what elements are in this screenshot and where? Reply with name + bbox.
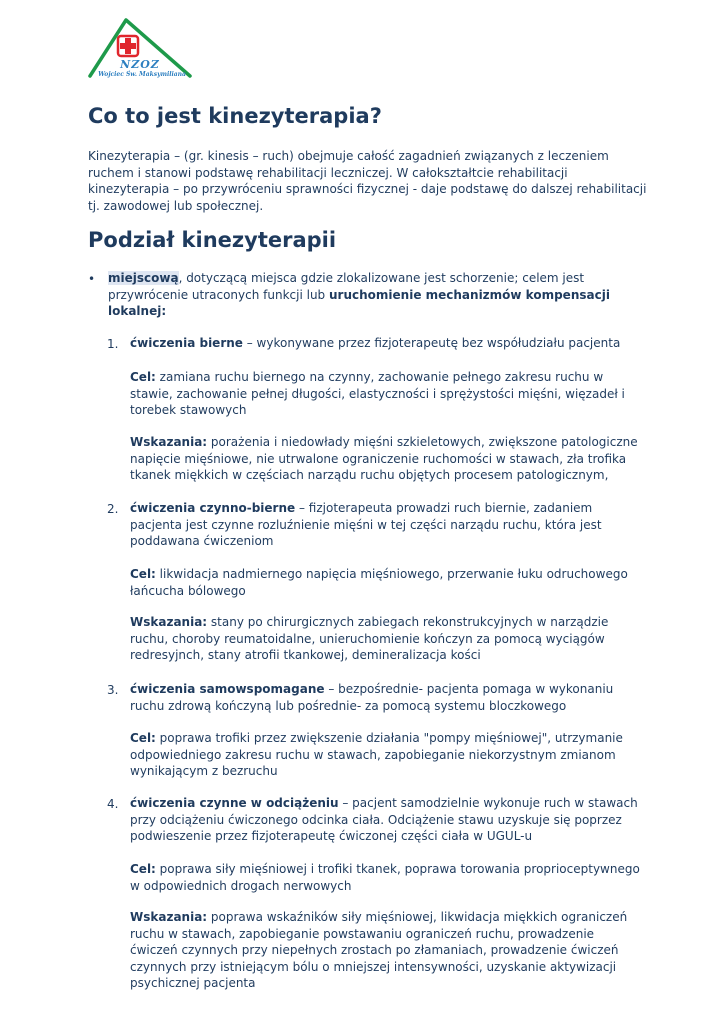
logo-name: NZOZ xyxy=(120,58,160,71)
intro-paragraph: Kinezyterapia – (gr. kinesis – ruch) obejmuje całość zagadnień związanych z leczeniem ruchem i stanowi podstawę rehabilitacji leczniczej. W całokształtcie rehabilitacji kinezyterapia – po przywróceniu sprawności fizycznej - daje podstawę do dalszej rehabilitacji tj. zawodowej lub społecznej. xyxy=(88,149,647,213)
item-title: ćwiczenia samowspomagane – bezpośrednie- pacjenta pomaga w wykonaniu ruchu zdrową kończyną lub pośrednie- za pomocą systemu bloczkowego xyxy=(130,682,614,713)
heading-kinesiotherapy-division: Podział kinezyterapii xyxy=(88,228,337,252)
item-goal: Cel: poprawa siły mięśniowej i trofiki tkanek, poprawa torowania proprioceptywnego w odpowiednich drogach nerwowych xyxy=(130,862,640,893)
item-indications: Wskazania: stany po chirurgicznych zabiegach rekonstrukcyjnych w narządzie ruchu, choroby reumatoidalne, unieruchomienie kończyn za pomocą wyciągów redresyjnch, stany atrofii tkankowej, demineralizacja kości xyxy=(130,615,609,662)
bullet-term: miejscową xyxy=(108,271,179,285)
item-goal: Cel: poprawa trofiki przez zwiększenie działania "pompy mięśniowej", utrzymanie odpowiedniego zakresu ruchu w stawach, zapobieganie niekorzystnym zmianom wynikającym z bezruchu xyxy=(130,731,623,778)
item-indications: Wskazania: porażenia i niedowłady mięśni szkieletowych, zwiększone patologiczne napięcie mięśniowe, nie utrwalone ograniczenie ruchomości w stawach, zła trofika tkanek miękkich w częściach narządu ruchu objętych procesem patologicznym, xyxy=(130,435,638,482)
bullet-marker: • xyxy=(88,272,96,286)
item-number: 2. xyxy=(107,502,119,516)
item-title: ćwiczenia czynno-bierne – fizjoterapeuta prowadzi ruch biernie, zadaniem pacjenta jest czynne rozluźnienie mięśni w tej części narządu ruchu, która jest poddawana ćwiczeniom xyxy=(130,501,602,548)
item-number: 1. xyxy=(107,337,119,351)
item-title: ćwiczenia bierne – wykonywane przez fizjoterapeutę bez współudziału pacjenta xyxy=(130,336,621,350)
clinic-logo xyxy=(86,14,194,86)
bullet-bold-end: uruchomienie mechanizmów kompensacji lokalnej: xyxy=(108,287,610,318)
bullet-text: , dotyczącą miejsca gdzie zlokalizowane jest schorzenie; celem jest przywrócenie utraconych funkcji lub xyxy=(108,271,585,302)
item-number: 4. xyxy=(107,797,119,811)
heading-what-is-kinesiotherapy: Co to jest kinezyterapia? xyxy=(88,104,382,128)
item-number: 3. xyxy=(107,683,119,697)
item-title: ćwiczenia czynne w odciążeniu – pacjent samodzielnie wykonuje ruch w stawach przy odciążeniu ćwiczonego odcinka ciała. Odciążenie stawu uzyskuje się poprzez podwieszenie przez fizjoterapeutę ćwiczonej części ciała w UGUL-u xyxy=(130,796,638,843)
item-indications: Wskazania: poprawa wskaźników siły mięśniowej, likwidacja miękkich ograniczeń ruchu w stawach, zapobieganie powstawaniu ograniczeń ruchu, prowadzenie ćwiczeń czynnych przy niepełnych zrostach po złamaniach, prowadzenie ćwiczeń czynnych przy istniejącym bólu o mniejszej intensywności, uzyskanie aktywizacji psychicznej pacjenta xyxy=(130,910,628,990)
item-goal: Cel: zamiana ruchu biernego na czynny, zachowanie pełnego zakresu ruchu w stawie, zachowanie pełnej długości, elastyczności i sprężystości mięśni, więzadeł i torebek stawowych xyxy=(130,370,625,417)
bullet-local xyxy=(108,270,628,320)
logo-subtitle: Wojciec Św. Maksymiliana xyxy=(98,71,186,78)
item-goal: Cel: likwidacja nadmiernego napięcia mięśniowego, przerwanie łuku odruchowego łańcucha bólowego xyxy=(130,567,628,598)
